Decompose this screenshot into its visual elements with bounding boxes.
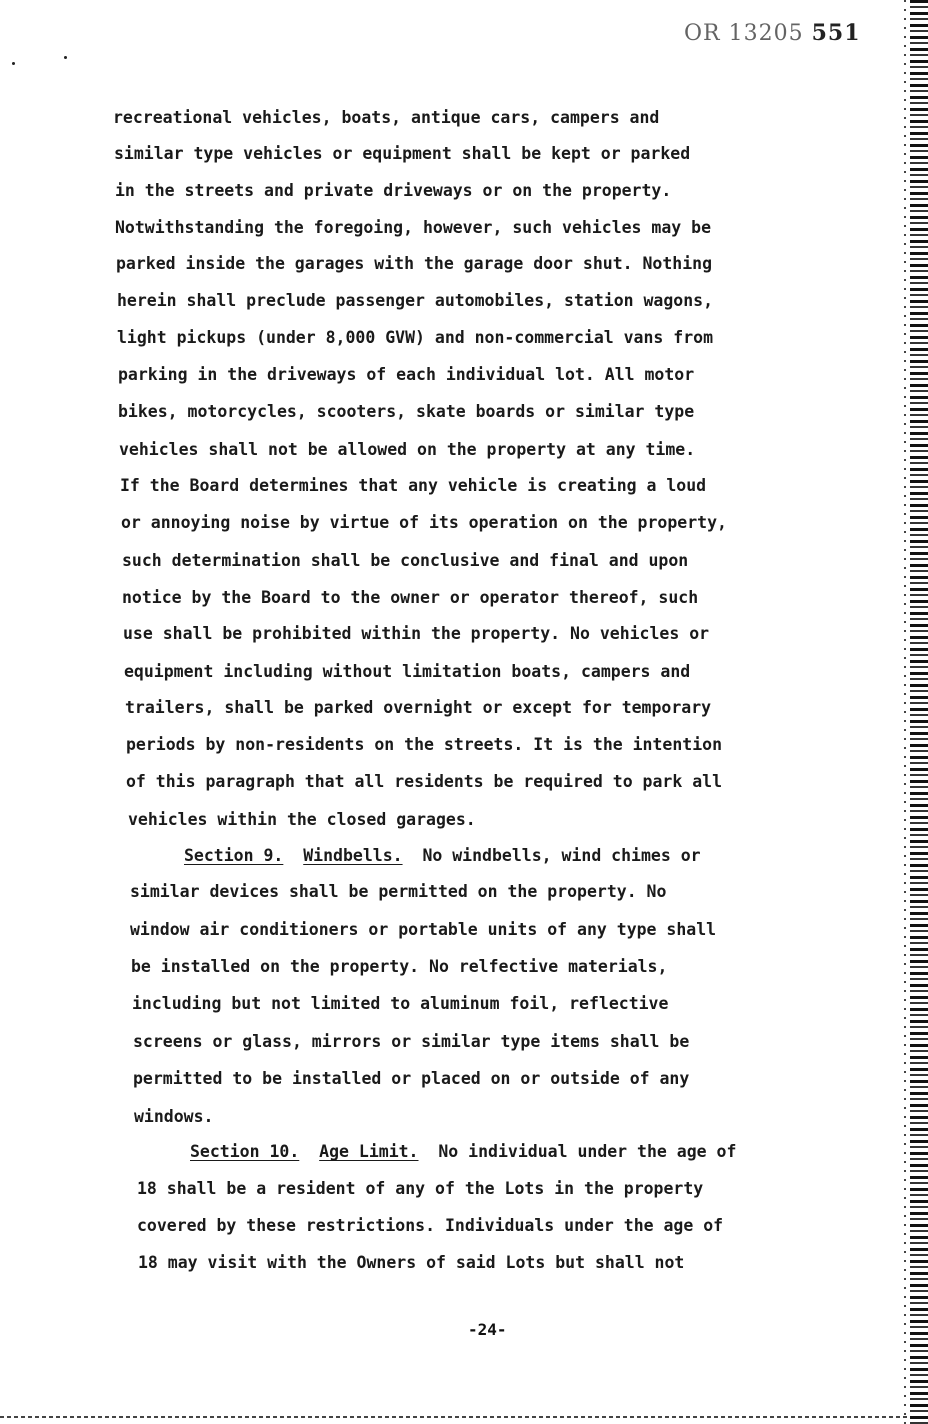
body-line: Notwithstanding the foregoing, however, such vehicles may be (115, 218, 712, 237)
body-line: periods by non-residents on the streets. It is the intention (126, 735, 723, 754)
section-10-first-line (190, 1142, 736, 1161)
page-reference: 551 (811, 20, 861, 46)
section-10-line: covered by these restrictions. Individuals under the age of (137, 1216, 724, 1235)
body-line: herein shall preclude passenger automobiles, station wagons, (117, 291, 714, 310)
section-9-lead: No windbells, wind chimes or (422, 846, 701, 865)
section-9-line: windows. (134, 1107, 214, 1126)
body-line: such determination shall be conclusive and final and upon (122, 551, 689, 570)
scan-edge-artifact (910, 0, 928, 1424)
scan-edge-artifact (0, 1416, 910, 1418)
section-9-line: be installed on the property. No relfective materials, (131, 957, 668, 976)
section-9-title: Windbells. (303, 846, 403, 865)
page-number: -24- (468, 1320, 507, 1339)
scan-edge-artifact (904, 0, 906, 1424)
section-10-line: 18 shall be a resident of any of the Lots in the property (137, 1179, 704, 1198)
section-10-title: Age Limit. (319, 1142, 419, 1161)
section-9-line: permitted to be installed or placed on or outside of any (133, 1069, 690, 1088)
body-line: or annoying noise by virtue of its operation on the property, (121, 513, 727, 532)
section-10-heading: Section 10. (190, 1142, 300, 1161)
body-line: of this paragraph that all residents be required to park all (126, 772, 723, 791)
body-line: equipment including without limitation boats, campers and (124, 662, 691, 681)
body-line: use shall be prohibited within the property. No vehicles or (123, 624, 710, 643)
section-9-first-line (184, 846, 701, 865)
section-9-heading: Section 9. (184, 846, 284, 865)
body-line: bikes, motorcycles, scooters, skate boards or similar type (118, 402, 695, 421)
section-9-line: similar devices shall be permitted on the property. No (130, 882, 667, 901)
recording-stamp (684, 20, 861, 46)
body-line: vehicles shall not be allowed on the property at any time. (119, 440, 696, 459)
section-10-line: 18 may visit with the Owners of said Lots but shall not (138, 1253, 685, 1272)
body-line: parked inside the garages with the garage door shut. Nothing (116, 254, 713, 273)
book-reference: OR 13205 (684, 21, 804, 46)
body-line: in the streets and private driveways or on the property. (115, 181, 672, 200)
body-line: notice by the Board to the owner or operator thereof, such (122, 588, 699, 607)
scan-speck (64, 56, 67, 59)
body-line: If the Board determines that any vehicle is creating a loud (120, 476, 707, 495)
section-9-line: including but not limited to aluminum foil, reflective (132, 994, 669, 1013)
scan-speck (12, 62, 15, 65)
body-line: parking in the driveways of each individual lot. All motor (118, 365, 695, 384)
body-line: light pickups (under 8,000 GVW) and non-commercial vans from (117, 328, 714, 347)
body-line: recreational vehicles, boats, antique cars, campers and (113, 108, 660, 127)
body-line: similar type vehicles or equipment shall be kept or parked (114, 144, 691, 163)
body-line: vehicles within the closed garages. (128, 810, 476, 829)
section-10-lead: No individual under the age of (438, 1142, 737, 1161)
section-9-line: screens or glass, mirrors or similar type items shall be (133, 1032, 690, 1051)
section-9-line: window air conditioners or portable units of any type shall (130, 920, 717, 939)
body-line: trailers, shall be parked overnight or except for temporary (125, 698, 712, 717)
